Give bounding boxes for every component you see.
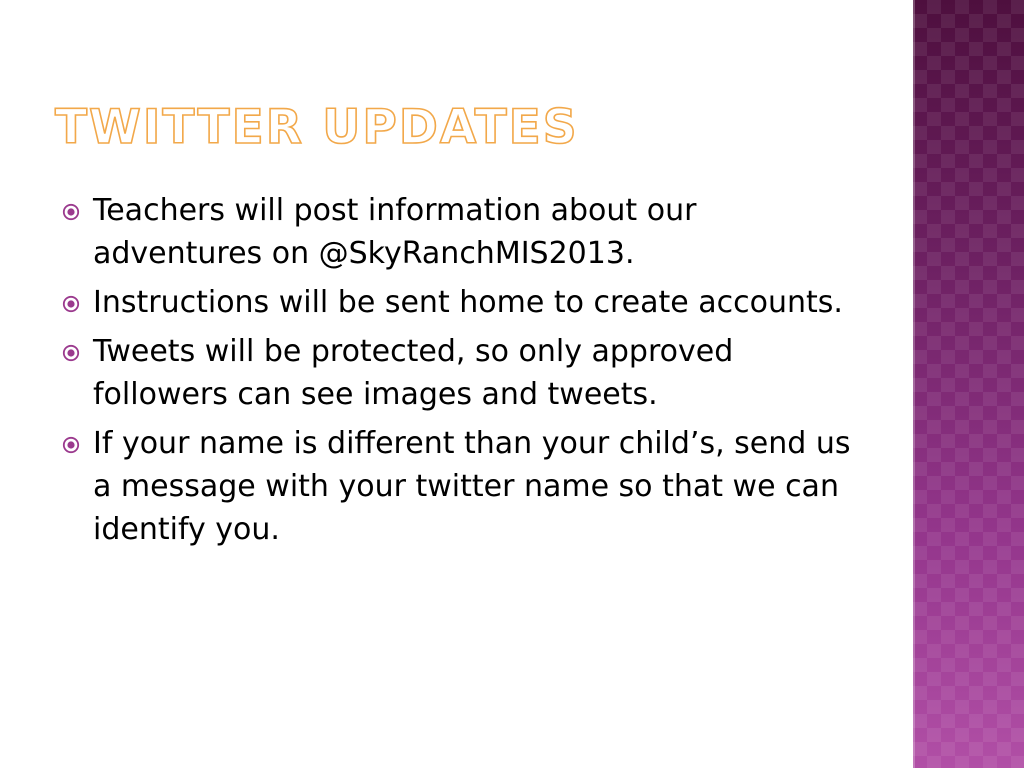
circled-dot-icon [62,295,80,313]
bullet-item [62,189,862,275]
bullet-text: Teachers will post information about our adventures on @SkyRanchMIS2013. [93,193,697,271]
bullet-text: If your name is different than your child’s, send us a message with your twitter name so that we can identify you. [93,426,851,547]
circled-dot-icon [62,344,80,362]
circled-dot-icon [62,203,80,221]
bullet-item [62,281,862,324]
bullet-text: Instructions will be sent home to create accounts. [93,285,843,320]
slide-title: TWITTER UPDATES [55,100,579,155]
bullet-item [62,330,862,416]
bullet-text: Tweets will be protected, so only approved followers can see images and tweets. [93,334,734,412]
bullet-list [62,189,862,557]
circled-dot-icon [62,436,80,454]
decorative-side-band [913,0,1024,768]
bullet-item [62,422,862,551]
